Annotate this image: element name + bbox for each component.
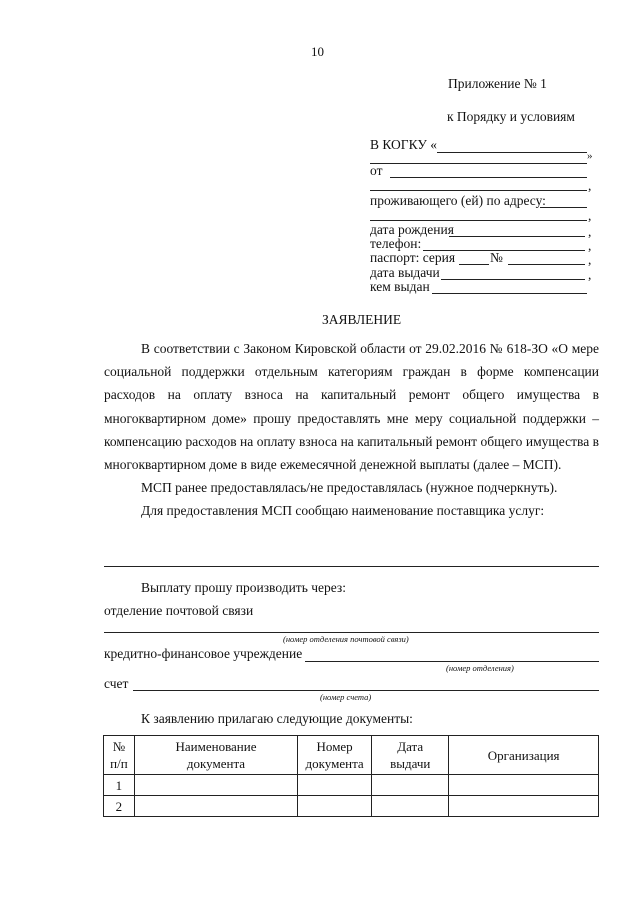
row-number: 2 <box>104 796 135 817</box>
account-hint: (номер счета) <box>320 692 372 702</box>
comma-4: , <box>588 238 592 253</box>
supplier-field[interactable] <box>104 566 599 567</box>
header-number: № п/п <box>104 736 135 775</box>
agency-name-field-2[interactable] <box>370 163 587 164</box>
issued-by-label: кем выдан <box>370 279 430 294</box>
applicant-name-field[interactable] <box>390 177 587 178</box>
post-office-hint: (номер отделения почтовой связи) <box>283 634 409 644</box>
passport-number-label: № <box>490 250 503 265</box>
issued-by-field[interactable] <box>432 293 587 294</box>
page-number: 10 <box>311 44 324 59</box>
table-row <box>104 775 599 796</box>
cell-issue-date[interactable] <box>372 796 449 817</box>
documents-table <box>103 735 599 817</box>
paragraph-3: Для предоставления МСП сообщаю наименование поставщика услуг: <box>141 503 545 519</box>
cell-doc-name[interactable] <box>134 796 297 817</box>
paragraph-1: В соответствии с Законом Кировской области от 29.02.2016 № 618-ЗО «О мере социальной поддержки отдельным категориям граждан в форме компенсации расходов на оплату взноса на капитальный ремонт общего имущества в многоквартирном доме» прошу предоставлять мне меру социальной поддержки – компенсацию расходов на оплату взноса на капитальный ремонт общего имущества в многоквартирном доме в виде ежемесячной денежной выплаты (далее – МСП). <box>104 341 599 473</box>
address-field-2[interactable] <box>370 220 587 221</box>
applicant-name-field-2[interactable] <box>370 190 587 191</box>
to-label: В КОГКУ « <box>370 137 438 152</box>
document-heading: ЗАЯВЛЕНИЕ <box>322 312 402 327</box>
comma-3: , <box>588 224 592 239</box>
account-label: счет <box>104 676 129 691</box>
address-field[interactable] <box>540 207 587 208</box>
payment-intro: Выплату прошу производить через: <box>141 580 346 595</box>
credit-institution-hint: (номер отделения) <box>446 663 514 673</box>
appendix-title: Приложение № 1 <box>448 76 547 91</box>
attachments-intro: К заявлению прилагаю следующие документы: <box>141 711 413 726</box>
account-field[interactable] <box>133 690 599 691</box>
agency-name-field[interactable] <box>437 152 587 153</box>
appendix-subtitle: к Порядку и условиям <box>447 109 575 124</box>
passport-number-field[interactable] <box>508 264 585 265</box>
comma-2: , <box>588 208 592 223</box>
from-label: от <box>370 163 383 178</box>
passport-series-field[interactable] <box>459 264 489 265</box>
residence-label: проживающего (ей) по адресу: <box>370 193 546 208</box>
table-header-row <box>104 736 599 775</box>
issue-date-field[interactable] <box>441 279 585 280</box>
dob-label: дата рождения <box>370 222 454 237</box>
cell-organization[interactable] <box>449 796 599 817</box>
header-doc-name: Наименование документа <box>134 736 297 775</box>
comma-5: , <box>588 252 592 267</box>
row-number: 1 <box>104 775 135 796</box>
body-text <box>104 337 599 523</box>
post-office-field[interactable] <box>104 632 599 633</box>
paragraph-2: МСП ранее предоставлялась/не предоставлялась (нужное подчеркнуть). <box>141 480 558 496</box>
post-office-label: отделение почтовой связи <box>104 603 254 618</box>
cell-organization[interactable] <box>449 775 599 796</box>
header-issue-date: Дата выдачи <box>372 736 449 775</box>
cell-doc-number[interactable] <box>298 796 372 817</box>
close-quote: » <box>587 150 593 162</box>
credit-institution-field[interactable] <box>305 661 599 662</box>
phone-label: телефон: <box>370 236 422 251</box>
dob-field[interactable] <box>449 236 585 237</box>
passport-series-label: паспорт: серия <box>370 250 456 265</box>
comma-1: , <box>588 178 592 193</box>
header-organization: Организация <box>449 736 599 775</box>
cell-issue-date[interactable] <box>372 775 449 796</box>
cell-doc-name[interactable] <box>134 775 297 796</box>
table-row <box>104 796 599 817</box>
comma-6: , <box>588 267 592 282</box>
issue-date-label: дата выдачи <box>370 265 440 280</box>
credit-institution-label: кредитно-финансовое учреждение <box>104 646 303 661</box>
cell-doc-number[interactable] <box>298 775 372 796</box>
header-doc-number: Номер документа <box>298 736 372 775</box>
